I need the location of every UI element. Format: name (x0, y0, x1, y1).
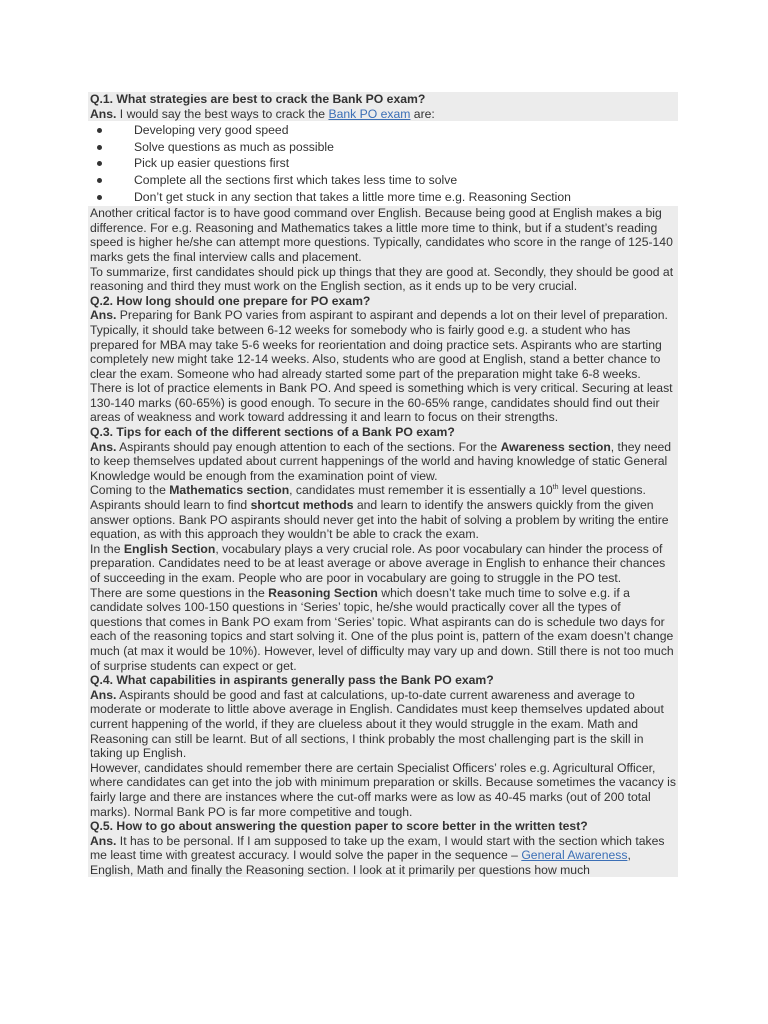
question-heading: Q.1. What strategies are best to crack the Bank PO exam? (90, 92, 426, 106)
superscript: th (552, 484, 559, 492)
text-run: It has to be personal. If I am supposed to take up the exam, I would start with the section which takes me least time with greatest accuracy. I would solve the paper in the sequence – (90, 833, 665, 863)
bank-po-exam-link[interactable]: Bank PO exam (328, 106, 411, 121)
bold-term: Mathematics section (169, 483, 290, 498)
list-item-text: Solve questions as much as possible (134, 139, 334, 154)
question-heading: Q.5. How to go about answering the question paper to score better in the written test? (90, 819, 588, 834)
answer-text (90, 440, 676, 484)
question-heading: Q.3. Tips for each of the different sections of a Bank PO exam? (90, 425, 455, 440)
text-run: I would say the best ways to crack the (116, 106, 329, 121)
question-1-body (88, 206, 678, 877)
paragraph: However, candidates should remember there are certain Specialist Officers’ roles e.g. Agricultural Officer, where candidates can get into the job with minimum preparation or skills. Because sometimes the vacancy is fairly large and there are instances where the cut-off marks were as low as 40-45 marks (out of 200 total marks). Normal Bank PO is far more competitive and tough. (90, 760, 676, 819)
answer-text (90, 834, 676, 878)
ans-label: Ans. (90, 687, 117, 702)
bold-term: English Section (123, 541, 216, 556)
ans-label: Ans. (90, 439, 117, 454)
document-page (88, 92, 678, 877)
answer-text (90, 308, 676, 381)
text-run: are: (410, 106, 435, 121)
list-item-text: Developing very good speed (134, 123, 289, 138)
question-1 (88, 92, 678, 121)
list-item-text: Complete all the sections first which takes less time to solve (134, 172, 458, 187)
answer-text (90, 107, 676, 122)
list-item-text: Pick up easier questions first (134, 156, 290, 171)
text-run: In the (90, 541, 124, 556)
bullet-icon (97, 178, 102, 183)
text-run: , English, Math and finally the Reasoning section. I look at it primarily per questions how much (90, 848, 631, 877)
text-run: Aspirants should be good and fast at calculations, up-to-date current awareness and average to moderate or moderate to little above average in English. Candidates must keep themselves updated about current happening of the world, if they are clueless about it they would struggle in the exam. Math and Reasoning can still be learnt. But of all sections, I think probably the most challenging part is the skill in taking up English. (90, 687, 664, 761)
text-run: Preparing for Bank PO varies from aspirant to aspirant and depends a lot on their level of preparation. Typically, it should take between 6-12 weeks for somebody who is fairly good e.g. a student who has prepared for MBA may take 5-6 weeks for reorientation and doing practice sets. Aspirants who are starting completely new might take 12-14 weeks. Also, students who are good at English, stand a better chance to clear the exam. Someone who had already started some part of the preparation might take 6-8 weeks. (90, 308, 668, 381)
list-item-text: Don’t get stuck in any section that takes a little more time e.g. Reasoning Section (134, 189, 571, 204)
bold-term: Awareness section (500, 439, 611, 454)
list-item (88, 155, 678, 172)
paragraph: To summarize, first candidates should pick up things that they are good at. Secondly, they should be good at reasoning and third they must work on the English section, as it ends up to be very crucial. (90, 264, 674, 294)
ans-label: Ans. (90, 308, 117, 323)
bold-term: Reasoning Section (268, 585, 378, 600)
text-run: , candidates must remember it is essentially a 10 (289, 483, 553, 498)
text-run: Coming to the (90, 483, 170, 498)
general-awareness-link[interactable]: General Awareness (521, 848, 628, 863)
ans-label: Ans. (90, 106, 117, 121)
bold-term: shortcut methods (250, 498, 354, 513)
paragraph (90, 483, 676, 541)
paragraph (90, 542, 676, 586)
list-item (88, 122, 678, 139)
paragraph: There is lot of practice elements in Bank PO. And speed is something which is very critical. Securing at least 130-140 marks (60-65%) is good enough. To secure in the 60-65% range, candidates should find out their areas of weakness and work toward addressing it and learn to focus on their strengths. (90, 381, 673, 425)
ans-label: Ans. (90, 833, 117, 848)
bullet-icon (97, 145, 102, 150)
answer-text (90, 688, 676, 761)
text-run: and learn to identify the answers quickly from the given answer options. Bank PO aspirants should never get into the habit of solving a problem by writing the entire equation, as with this approach they wouldn’t be able to crack the exam. (90, 498, 669, 542)
text-run: which doesn’t take much time to solve e.g. if a candidate solves 100-150 questions in ‘Series’ topic, he/she would practically cover all the types of questions that comes in Bank PO exam from ‘Series’ topic. What aspirants can do is schedule two days for each of the reasoning topics and start solving it. One of the plus point is, pattern of the exam doesn’t change much (at max it would be 10%). However, level of difficulty may vary up and down. Still there is not too much of surprise students can expect or get. (90, 585, 674, 673)
text-run: , they need to keep themselves updated about current happenings of the world and having knowledge of static General Knowledge would be enough from the examination point of view. (90, 439, 672, 483)
strategy-list (88, 121, 678, 206)
bullet-icon (97, 161, 102, 166)
question-heading: Q.2. How long should one prepare for PO exam? (90, 293, 371, 308)
paragraph (90, 586, 676, 674)
list-item (88, 189, 678, 206)
bullet-icon (97, 128, 102, 133)
text-run: , vocabulary plays a very crucial role. As poor vocabulary can hinder the process of preparation. Candidates need to be at least average or above average in English to enhance their chances of succeeding in the exam. People who are poor in vocabulary are going to struggle in the PO test. (90, 541, 666, 585)
text-run: There are some questions in the (90, 585, 269, 600)
text-run: level questions. Aspirants should learn to find (90, 483, 646, 513)
question-heading: Q.4. What capabilities in aspirants generally pass the Bank PO exam? (90, 673, 494, 688)
list-item (88, 139, 678, 156)
paragraph: Another critical factor is to have good command over English. Because being good at English makes a big difference. For e.g. Reasoning and Mathematics takes a little more time to think, but if a student’s reading speed is higher he/she can attempt more questions. Typically, candidates who score in the range of 125-140 marks gets the final interview calls and placement. (90, 206, 673, 264)
bullet-icon (97, 195, 102, 200)
list-item (88, 172, 678, 189)
text-run: Aspirants should pay enough attention to each of the sections. For the (116, 439, 501, 454)
